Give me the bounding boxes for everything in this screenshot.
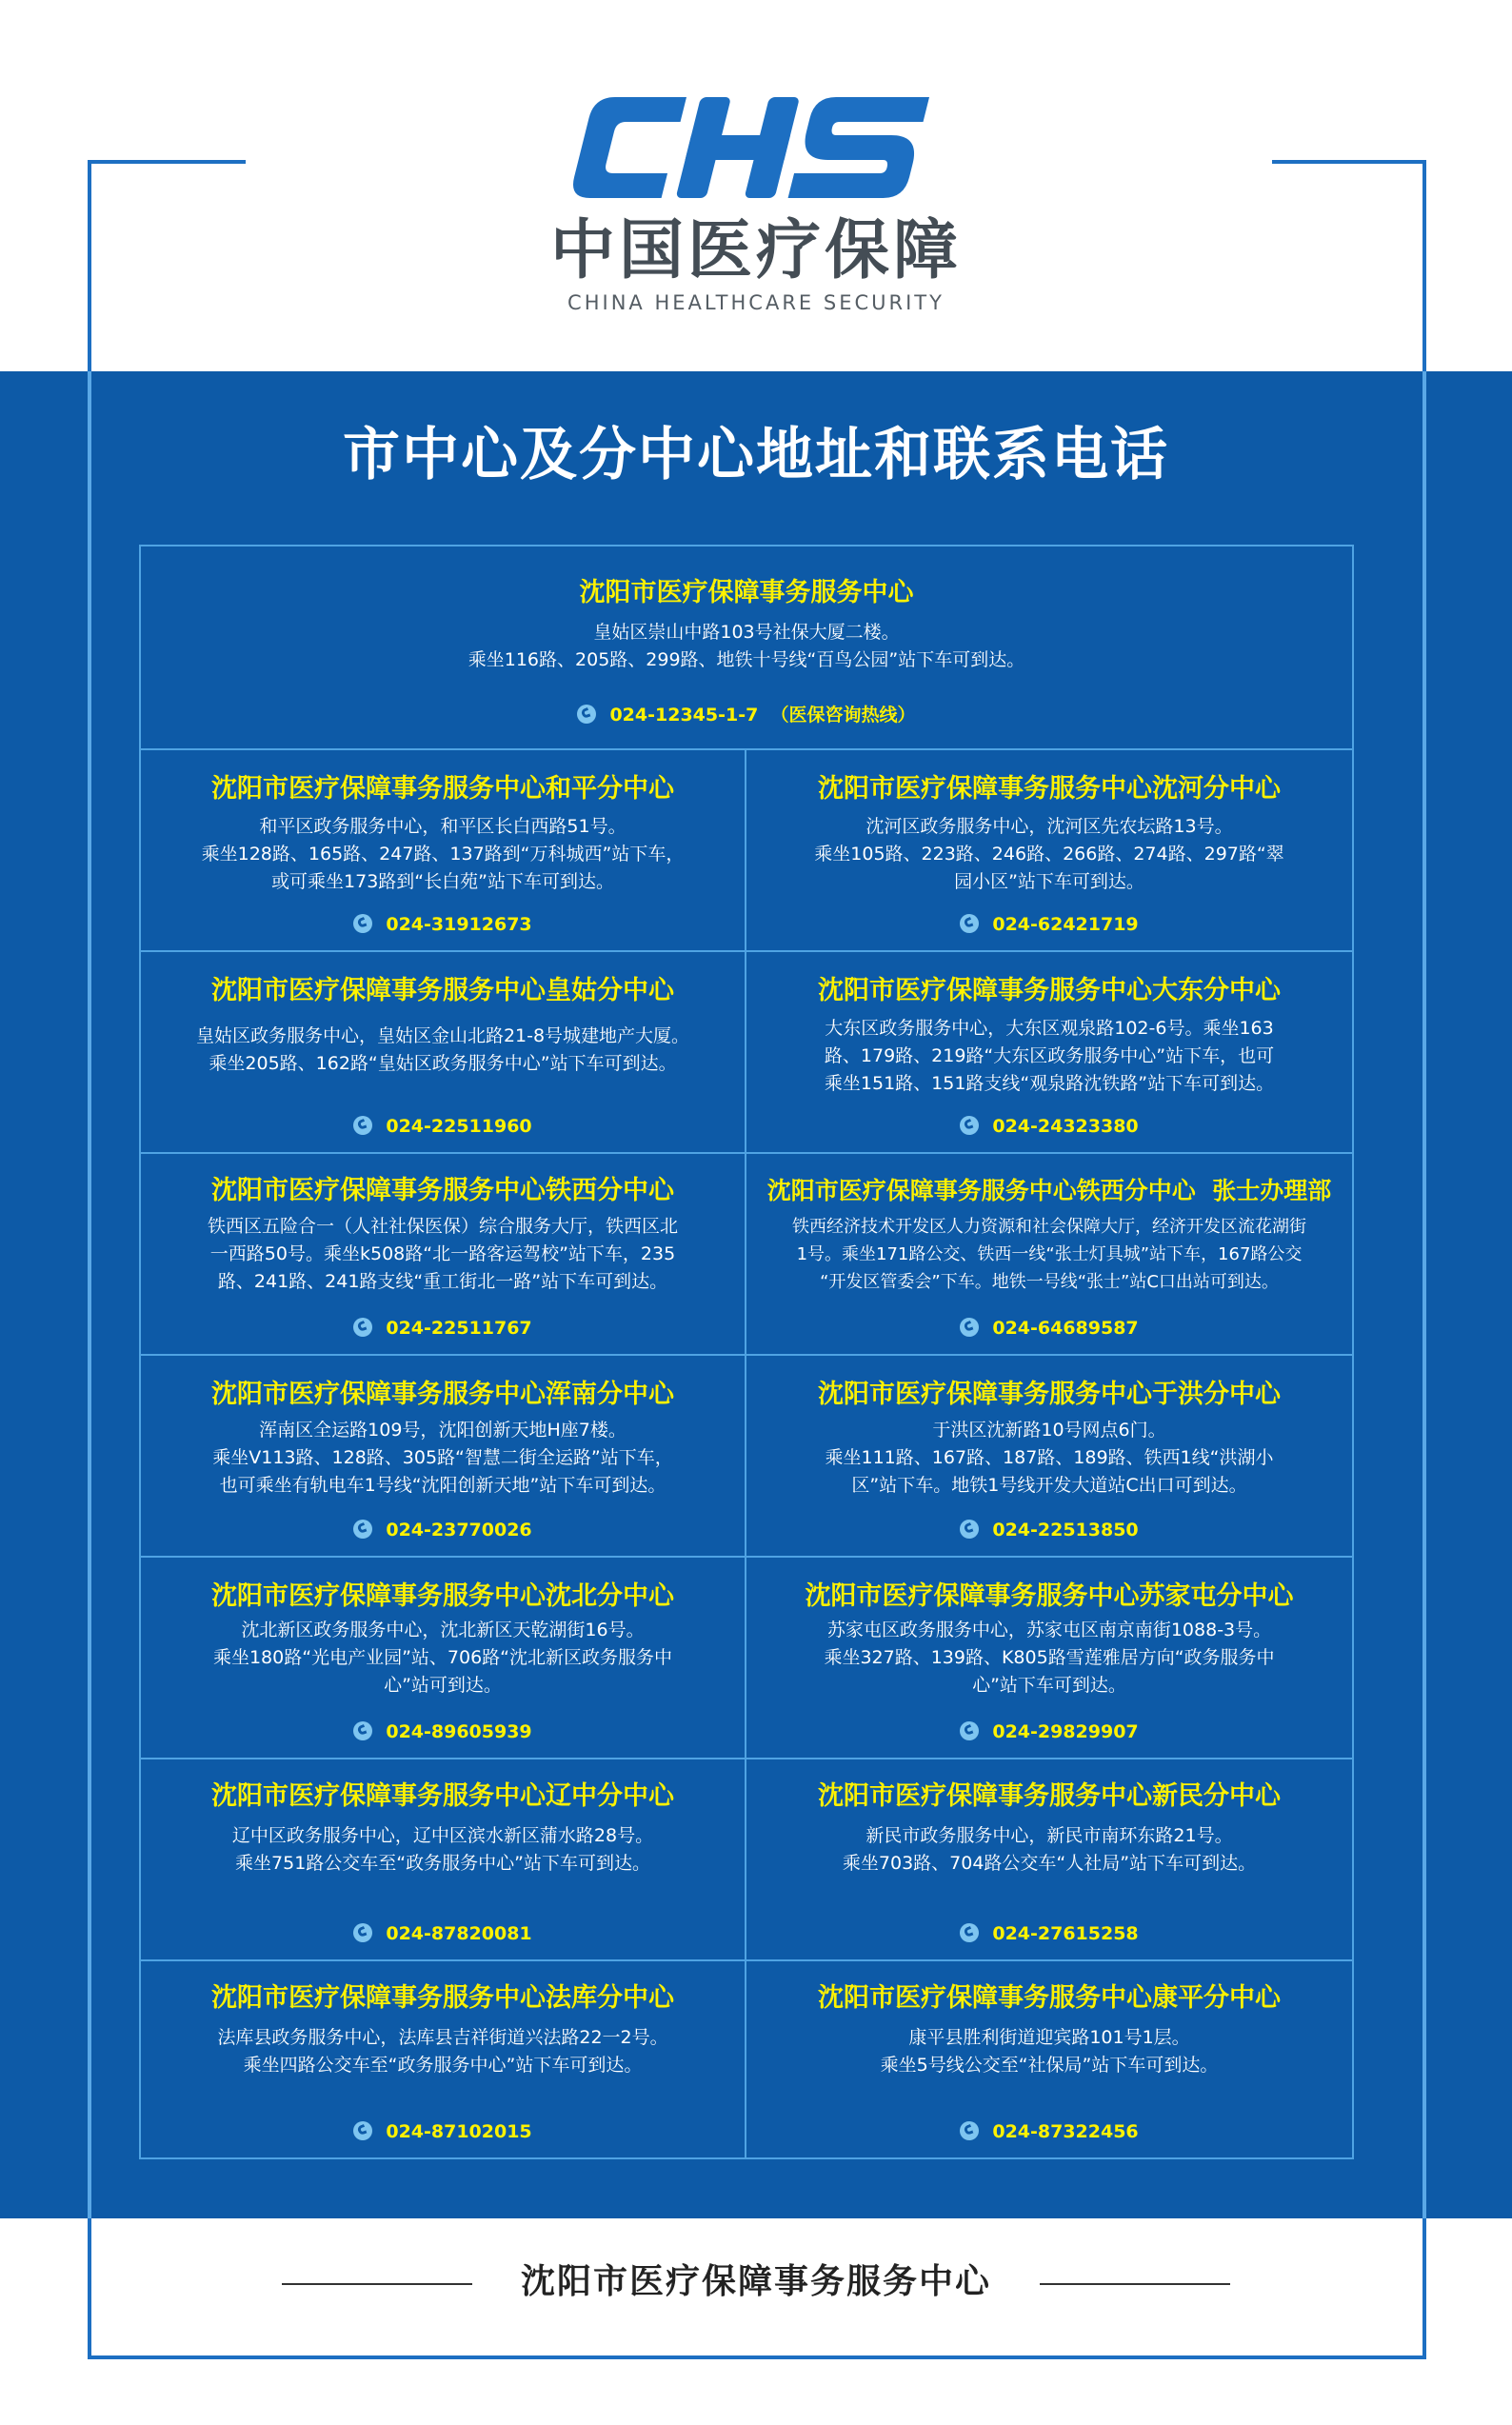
branch-name: 沈阳市医疗保障事务服务中心沈北分中心 <box>211 1581 674 1611</box>
phone-icon <box>960 1721 979 1740</box>
branch-name: 沈阳市医疗保障事务服务中心浑南分中心 <box>211 1380 674 1409</box>
page-title: 市中心及分中心地址和联系电话 <box>343 422 1169 488</box>
address-line: 乘坐327路、139路、K805路雪莲雅居方向“政务服务中 <box>824 1647 1275 1668</box>
branch-phone <box>141 912 745 937</box>
branch-name: 沈阳市医疗保障事务服务中心于洪分中心 <box>818 1380 1281 1409</box>
phone-icon <box>353 914 372 933</box>
branch-card-tiexi-zhangshi <box>746 1154 1352 1356</box>
branch-address <box>141 1213 745 1296</box>
main-center-phone <box>141 703 1352 727</box>
phone-number: 024-27615258 <box>992 1923 1139 1944</box>
phone-number: 024-22513850 <box>992 1520 1139 1540</box>
branch-card-kangping <box>746 1961 1352 2157</box>
branch-phone <box>141 1316 745 1341</box>
address-line: 乘坐703路、704路公交车“人社局”站下车可到达。 <box>842 1853 1257 1874</box>
phone-number: 024-87102015 <box>386 2121 532 2142</box>
branch-card-xinmin <box>746 1759 1352 1961</box>
frame-bottom <box>88 2355 1426 2359</box>
address-line: 沈北新区政务服务中心，沈北新区天乾湖街16号。 <box>241 1620 645 1640</box>
chs-logo-mark <box>570 86 942 209</box>
branch-name: 沈阳市医疗保障事务服务中心皇姑分中心 <box>211 976 674 1005</box>
phone-icon <box>353 2121 372 2140</box>
branch-address <box>746 1015 1352 1098</box>
branch-phone <box>746 2119 1352 2144</box>
branch-card-yuhong <box>746 1356 1352 1558</box>
logo-name-cn: 中国医疗保障 <box>549 213 962 288</box>
address-line: 康平县胜利街道迎宾路101号1层。 <box>908 2027 1190 2048</box>
address-line: 乘坐116路、205路、299路、地铁十号线“百鸟公园”站下车可到达。 <box>468 649 1025 670</box>
address-line: 皇姑区崇山中路103号社保大厦二楼。 <box>593 622 900 643</box>
phone-number: 024-24323380 <box>992 1116 1139 1137</box>
phone-number: 024-22511767 <box>386 1318 532 1339</box>
branch-address <box>141 1822 745 1878</box>
phone-icon <box>353 1520 372 1539</box>
branch-phone <box>746 912 1352 937</box>
address-line: 于洪区沈新路10号网点6门。 <box>932 1420 1166 1441</box>
branch-name: 沈阳市医疗保障事务服务中心辽中分中心 <box>211 1781 674 1811</box>
branch-phone <box>141 2119 745 2144</box>
address-line: 1号。乘坐171路公交、铁西一线“张士灯具城”站下车，167路公交 <box>796 1244 1303 1264</box>
branch-address <box>746 1417 1352 1500</box>
branch-card-shenhe <box>746 750 1352 952</box>
address-line: 乘坐105路、223路、246路、266路、274路、297路“翠 <box>814 844 1284 865</box>
address-line: 区”站下车。地铁1号线开发大道站C出口可到达。 <box>851 1475 1247 1496</box>
address-line: 乘坐151路、151路支线“观泉路沈铁路”站下车可到达。 <box>824 1073 1275 1094</box>
main-center-name: 沈阳市医疗保障事务服务中心 <box>579 578 914 607</box>
footer-org-name: 沈阳市医疗保障事务服务中心 <box>520 2262 991 2301</box>
branch-name: 沈阳市医疗保障事务服务中心法库分中心 <box>211 1983 674 2013</box>
phone-number: 024-64689587 <box>992 1318 1139 1339</box>
center-directory <box>139 545 1354 2159</box>
branch-card-sujiatun <box>746 1558 1352 1759</box>
address-line: 辽中区政务服务中心，辽中区滨水新区蒲水路28号。 <box>231 1825 654 1846</box>
address-line: 路、241路、241路支线“重工街北一路”站下车可到达。 <box>217 1271 668 1292</box>
phone-icon <box>960 1116 979 1135</box>
phone-number: 024-87820081 <box>386 1923 532 1944</box>
branch-address <box>141 813 745 896</box>
branch-card-dadong <box>746 952 1352 1154</box>
branch-address <box>141 1617 745 1699</box>
main-center-card <box>141 547 1352 750</box>
phone-icon <box>960 1520 979 1539</box>
branch-phone <box>746 1518 1352 1542</box>
branch-address <box>746 2024 1352 2079</box>
phone-icon <box>353 1923 372 1942</box>
address-line: 苏家屯区政务服务中心，苏家屯区南京南街1088-3号。 <box>826 1620 1272 1640</box>
address-line: 心”站可到达。 <box>384 1675 502 1696</box>
address-line: 乘坐5号线公交至“社保局”站下车可到达。 <box>880 2055 1219 2076</box>
phone-icon <box>353 1318 372 1337</box>
branch-name: 沈阳市医疗保障事务服务中心和平分中心 <box>211 774 674 804</box>
address-line: 乘坐751路公交车至“政务服务中心”站下车可到达。 <box>235 1853 650 1874</box>
address-line: 铁西经济技术开发区人力资源和社会保障大厅，经济开发区流花湖街 <box>792 1217 1306 1237</box>
address-line: 乘坐V113路、128路、305路“智慧二街全运路”站下车， <box>212 1447 673 1468</box>
branch-card-huanggu <box>141 952 746 1154</box>
logo-name-en: CHINA HEALTHCARE SECURITY <box>567 291 945 314</box>
address-line: 大东区政务服务中心，大东区观泉路102-6号。乘坐163 <box>825 1018 1274 1039</box>
address-line: 乘坐111路、167路、187路、189路、铁西1线“洪湖小 <box>825 1447 1274 1468</box>
branch-card-hunnan <box>141 1356 746 1558</box>
branch-phone <box>141 1114 745 1139</box>
branch-address <box>746 1617 1352 1699</box>
main-center-address <box>141 619 1352 674</box>
phone-number: 024-89605939 <box>386 1721 532 1742</box>
address-line: 心”站下车可到达。 <box>972 1675 1126 1696</box>
address-line: 和平区政务服务中心，和平区长白西路51号。 <box>259 816 627 837</box>
phone-icon <box>960 1318 979 1337</box>
address-line: 或可乘坐173路到“长白苑”站下车可到达。 <box>271 871 614 892</box>
branch-card-heping <box>141 750 746 952</box>
panel-edge-right <box>1422 371 1426 2218</box>
address-line: 路、179路、219路“大东区政务服务中心”站下车，也可 <box>824 1045 1275 1066</box>
address-line: 法库县政务服务中心，法库县吉祥街道兴法路22一2号。 <box>217 2027 668 2048</box>
branch-name: 沈阳市医疗保障事务服务中心沈河分中心 <box>818 774 1281 804</box>
branch-phone <box>746 1316 1352 1341</box>
phone-number: 024-62421719 <box>992 914 1139 935</box>
address-line: 乘坐四路公交车至“政务服务中心”站下车可到达。 <box>243 2055 643 2076</box>
branch-card-faku <box>141 1961 746 2157</box>
branch-name: 沈阳市医疗保障事务服务中心新民分中心 <box>818 1781 1281 1811</box>
phone-icon <box>577 705 596 724</box>
phone-icon <box>960 1923 979 1942</box>
phone-icon <box>960 2121 979 2140</box>
branch-phone <box>141 1518 745 1542</box>
address-line: “开发区管委会”下车。地铁一号线“张士”站C口出站可到达。 <box>820 1272 1279 1292</box>
branch-card-tiexi <box>141 1154 746 1356</box>
phone-icon <box>353 1116 372 1135</box>
branch-name: 沈阳市医疗保障事务服务中心铁西分中心 张士办理部 <box>766 1177 1332 1204</box>
branch-name: 沈阳市医疗保障事务服务中心苏家屯分中心 <box>805 1581 1294 1611</box>
branch-address <box>141 1417 745 1500</box>
branch-address <box>141 2024 745 2079</box>
phone-icon <box>960 914 979 933</box>
branch-phone <box>141 1921 745 1946</box>
phone-number: 024-23770026 <box>386 1520 532 1540</box>
address-line: 沈河区政务服务中心，沈河区先农坛路13号。 <box>865 816 1233 837</box>
address-line: 乘坐205路、162路“皇姑区政务服务中心”站下车可到达。 <box>209 1053 677 1074</box>
branch-card-liaozhong <box>141 1759 746 1961</box>
phone-number: 024-87322456 <box>992 2121 1139 2142</box>
address-line: 皇姑区政务服务中心，皇姑区金山北路21-8号城建地产大厦。 <box>195 1025 690 1046</box>
branch-address <box>141 1023 745 1078</box>
branch-phone <box>746 1921 1352 1946</box>
address-line: 一西路50号。乘坐k508路“北一路客运驾校”站下车，235 <box>209 1243 676 1264</box>
phone-number: 024-12345-1-7 （医保咨询热线） <box>609 705 916 726</box>
branch-name: 沈阳市医疗保障事务服务中心大东分中心 <box>818 976 1281 1005</box>
address-line: 乘坐128路、165路、247路、137路到“万科城西”站下车， <box>201 844 685 865</box>
branch-address <box>746 1822 1352 1878</box>
address-line: 新民市政务服务中心，新民市南环东路21号。 <box>865 1825 1233 1846</box>
branch-phone <box>746 1114 1352 1139</box>
phone-icon <box>353 1721 372 1740</box>
branch-name: 沈阳市医疗保障事务服务中心康平分中心 <box>818 1983 1281 2013</box>
branch-name: 沈阳市医疗保障事务服务中心铁西分中心 <box>211 1176 674 1205</box>
branch-phone <box>141 1719 745 1744</box>
address-line: 也可乘坐有轨电车1号线“沈阳创新天地”站下车可到达。 <box>219 1475 666 1496</box>
address-line: 园小区”站下车可到达。 <box>954 871 1144 892</box>
address-line: 乘坐180路“光电产业园”站、706路“沈北新区政务服务中 <box>212 1647 673 1668</box>
branch-phone <box>746 1719 1352 1744</box>
phone-number: 024-22511960 <box>386 1116 532 1137</box>
panel-edge-left <box>88 371 91 2218</box>
address-line: 浑南区全运路109号，沈阳创新天地H座7楼。 <box>259 1420 627 1441</box>
branch-card-shenbei <box>141 1558 746 1759</box>
logo <box>0 86 1512 316</box>
phone-number: 024-29829907 <box>992 1721 1139 1742</box>
branch-address <box>746 813 1352 896</box>
address-line: 铁西区五险合一（人社社保医保）综合服务大厅，铁西区北 <box>207 1216 678 1237</box>
branch-address <box>746 1213 1352 1296</box>
phone-number: 024-31912673 <box>386 914 532 935</box>
